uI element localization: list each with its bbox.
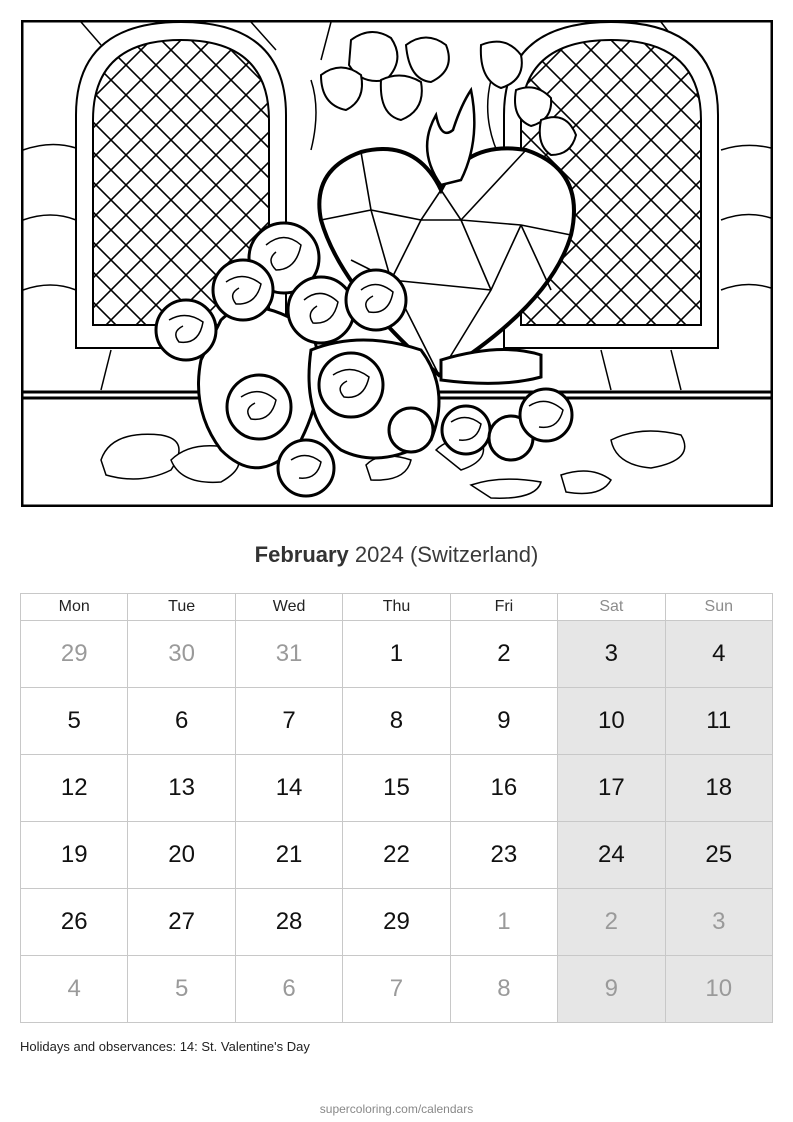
weekday-header-tue: Tue [128, 594, 235, 621]
calendar-day-cell: 19 [21, 822, 128, 889]
calendar-day-cell: 13 [128, 755, 235, 822]
calendar-week-row [21, 889, 773, 956]
holidays-note: Holidays and observances: 14: St. Valentine's Day [20, 1039, 310, 1054]
calendar-week-row [21, 956, 773, 1023]
calendar-day-cell: 6 [128, 688, 235, 755]
calendar-day-cell: 21 [235, 822, 342, 889]
weekday-header-thu: Thu [343, 594, 450, 621]
calendar-day-cell: 29 [21, 621, 128, 688]
calendar-day-cell: 5 [128, 956, 235, 1023]
calendar-day-cell: 31 [235, 621, 342, 688]
calendar-day-cell: 7 [235, 688, 342, 755]
calendar-day-cell: 28 [235, 889, 342, 956]
calendar-day-cell: 1 [450, 889, 557, 956]
calendar-week-row [21, 755, 773, 822]
weekday-header-fri: Fri [450, 594, 557, 621]
calendar-day-cell: 29 [343, 889, 450, 956]
weekday-header-wed: Wed [235, 594, 342, 621]
calendar-weeks [21, 621, 773, 1023]
calendar-day-cell: 30 [128, 621, 235, 688]
calendar-day-cell: 23 [450, 822, 557, 889]
footer-credit: supercoloring.com/calendars [319, 1102, 474, 1116]
calendar-day-cell: 12 [21, 755, 128, 822]
weekday-header-row [21, 594, 773, 621]
weekday-header-sun: Sun [665, 594, 772, 621]
calendar-day-cell: 1 [343, 621, 450, 688]
calendar-day-cell: 11 [665, 688, 772, 755]
calendar-day-cell: 14 [235, 755, 342, 822]
calendar-day-cell: 10 [665, 956, 772, 1023]
calendar-day-cell: 9 [558, 956, 665, 1023]
calendar-day-cell: 9 [450, 688, 557, 755]
weekday-header-mon: Mon [21, 594, 128, 621]
calendar-day-cell: 15 [343, 755, 450, 822]
calendar-day-cell: 2 [450, 621, 557, 688]
calendar-day-cell: 16 [450, 755, 557, 822]
calendar-title [0, 542, 793, 568]
calendar-day-cell: 4 [21, 956, 128, 1023]
calendar-week-row [21, 822, 773, 889]
calendar-day-cell: 5 [21, 688, 128, 755]
calendar-day-cell: 24 [558, 822, 665, 889]
calendar-day-cell: 18 [665, 755, 772, 822]
calendar-day-cell: 26 [21, 889, 128, 956]
calendar-day-cell: 4 [665, 621, 772, 688]
calendar-day-cell: 10 [558, 688, 665, 755]
calendar-day-cell: 3 [558, 621, 665, 688]
calendar-day-cell: 25 [665, 822, 772, 889]
calendar-day-cell: 27 [128, 889, 235, 956]
calendar-day-cell: 8 [450, 956, 557, 1023]
weekday-header-sat: Sat [558, 594, 665, 621]
month-calendar-grid [20, 593, 773, 1023]
calendar-week-row [21, 688, 773, 755]
calendar-day-cell: 3 [665, 889, 772, 956]
title-month: February [254, 542, 349, 567]
title-year-country: 2024 (Switzerland) [354, 542, 539, 567]
calendar-day-cell: 2 [558, 889, 665, 956]
calendar-day-cell: 20 [128, 822, 235, 889]
calendar-day-cell: 8 [343, 688, 450, 755]
calendar-day-cell: 17 [558, 755, 665, 822]
coloring-illustration [21, 20, 773, 507]
calendar-day-cell: 6 [235, 956, 342, 1023]
calendar-week-row [21, 621, 773, 688]
calendar-day-cell: 22 [343, 822, 450, 889]
calendar-day-cell: 7 [343, 956, 450, 1023]
